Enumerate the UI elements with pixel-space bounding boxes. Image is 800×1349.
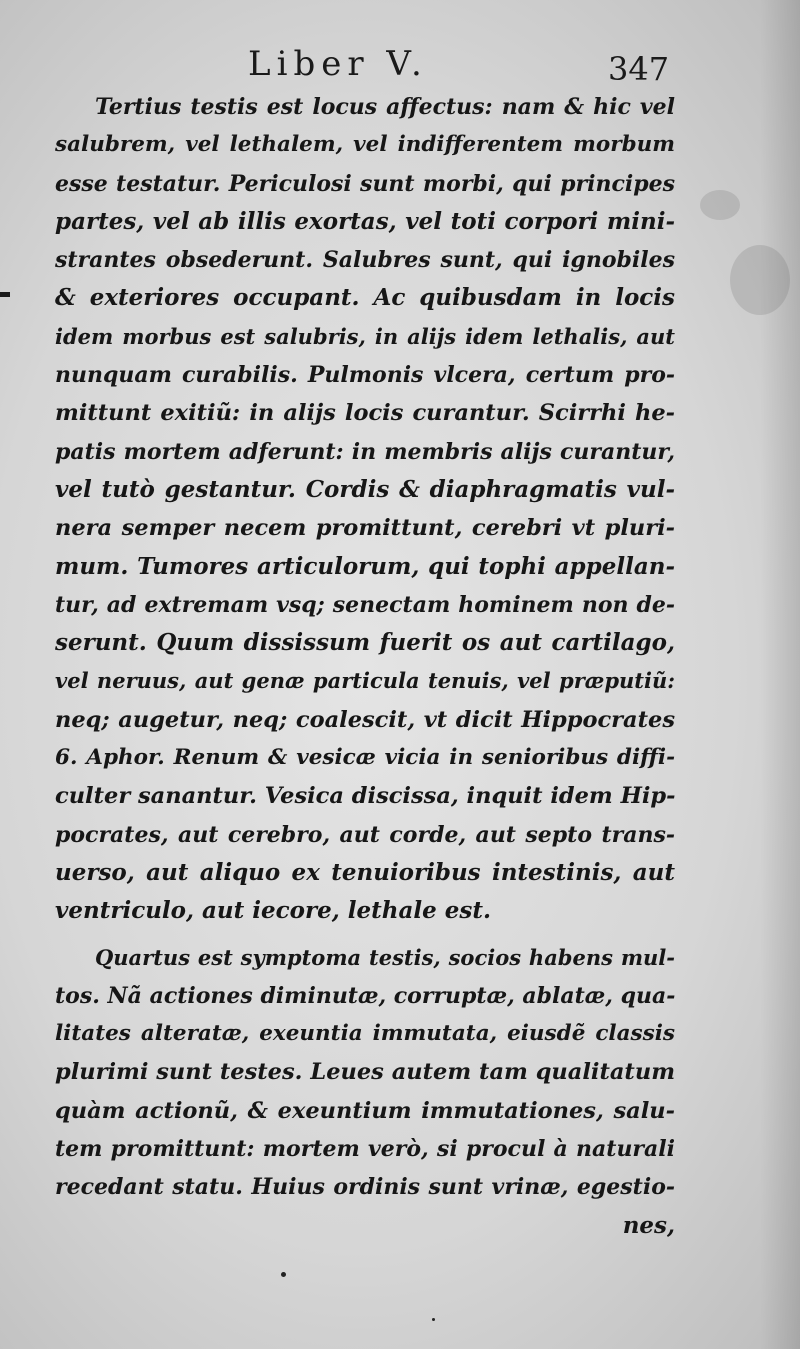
text-line: ventriculo, aut iecore, lethale est.	[55, 897, 491, 925]
text-line: strantes obsederunt. Salubres sunt, qui ignobiles	[55, 247, 675, 274]
text-line: vel neruus, aut genæ particula tenuis, vel præputiũ:	[55, 668, 675, 694]
text-line: recedant statu. Huius ordinis sunt vrinæ, egestio-	[55, 1174, 675, 1201]
text-line: vel tutò gestantur. Cordis & diaphragmatis vul-	[55, 475, 675, 503]
text-line: patis mortem adferunt: in membris aliјs curantur,	[55, 438, 675, 465]
ink-speck	[432, 1318, 435, 1321]
page-number: 347	[608, 50, 670, 88]
text-line: & exteriores occupant. Ac quibusdam in locis	[55, 284, 675, 312]
page-edge-shadow	[760, 0, 800, 1349]
text-line: idem morbus est salubris, in aliјs idem lethalis, aut	[55, 323, 675, 349]
page-header	[0, 44, 800, 94]
text-line: serunt. Quum dississum fuerit os aut cartilago,	[55, 629, 675, 657]
paper-stain	[730, 245, 790, 315]
text-line: partes, vel ab illis exortas, vel toti corpori mini-	[55, 207, 675, 235]
text-line: litates alteratæ, exeuntia immutata, eiusdẽ classis	[55, 1021, 675, 1047]
text-line: culter sanantur. Vesica discissa, inquit idem Hip-	[55, 783, 676, 810]
text-line: salubrem, vel lethalem, vel indifferentem morbum	[55, 132, 675, 158]
body-text	[55, 88, 675, 1245]
ink-speck	[281, 1272, 286, 1277]
text-line: mittunt exitiũ: in aliјs locis curantur. Scirrhi he-	[55, 400, 675, 427]
text-line: mum. Tumores articulorum, qui tophi appellan-	[55, 552, 675, 580]
text-line: uerso, aut aliquo ex tenuioribus intestinis, aut	[55, 858, 675, 886]
text-line: Quartus est symptoma testis, socios habens mul-	[95, 944, 675, 970]
text-line: tur, ad extremam vsq; senectam hominem non de-	[55, 591, 675, 618]
text-line: nunquam curabilis. Pulmonis vlcera, certum pro-	[55, 362, 675, 389]
text-line: 6. Aphor. Renum & vesicæ vicia in senioribus diffi-	[55, 745, 675, 771]
text-line: plurimi sunt testes. Leues autem tam qualitatum	[55, 1059, 675, 1086]
text-line: esse testatur. Periculosi sunt morbi, qui principes	[55, 170, 675, 197]
text-line: quàm actionũ, & exeuntium immutationes, salu-	[55, 1097, 675, 1124]
text-line: pocrates, aut cerebro, aut corde, aut septo trans-	[55, 821, 675, 848]
running-head: Liber V.	[248, 44, 428, 84]
text-line: neq; augetur, neq; coalescit, vt dicit Hippocrates	[55, 706, 675, 733]
catchword: nes,	[622, 1211, 675, 1239]
margin-mark	[0, 292, 10, 297]
text-line: Tertius testis est locus affectus: nam & hic vel	[95, 94, 675, 120]
text-line: tem promittunt: mortem verò, si procul à naturali	[55, 1136, 675, 1163]
text-line: nera semper necem promittunt, cerebri vt pluri-	[55, 515, 675, 542]
text-line: tos. Nã actiones diminutæ, corruptæ, ablatæ, qua-	[55, 982, 676, 1009]
paragraph-gap	[55, 931, 675, 939]
paper-stain	[700, 190, 740, 220]
